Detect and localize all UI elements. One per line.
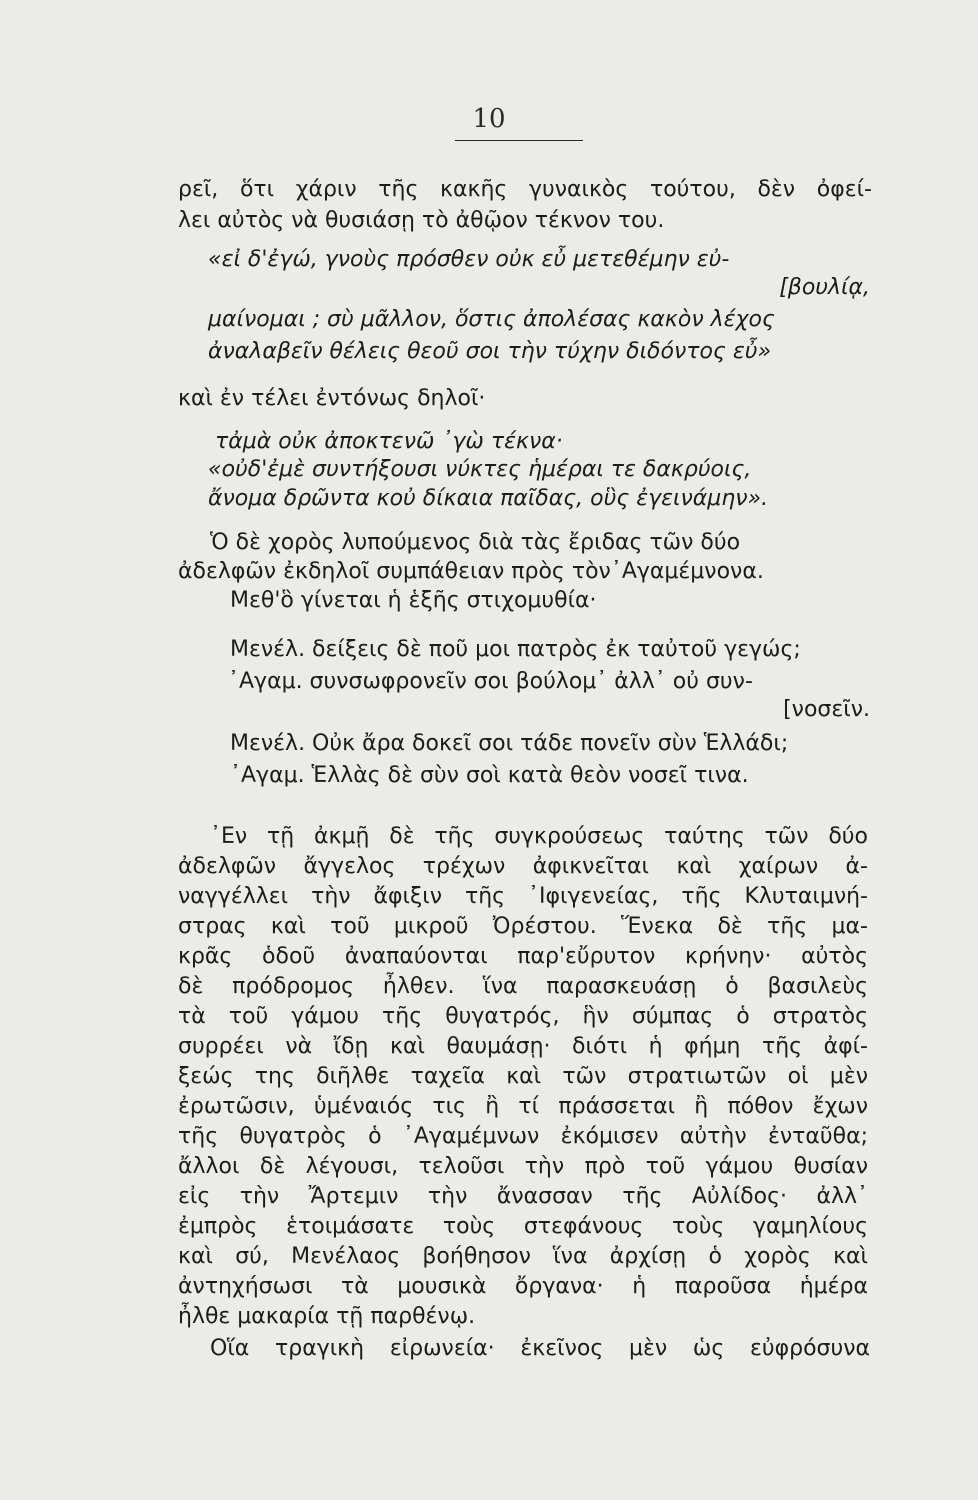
text-line: ρεῖ, ὅτι χάριν τῆς κακῆς γυναικὸς τούτου, δὲν ὀφεί- [178,177,872,202]
page-number: 10 [472,104,506,134]
text-line: συρρέει νὰ ἴδῃ καὶ θαυμάσῃ· διότι ἡ φήμη τῆς ἀφί- [178,1034,868,1059]
text-line: ναγγέλλει τὴν ἄφιξιν τῆς ᾽Ιφιγενείας, τῆς Κλυταιμνή- [178,884,868,909]
text-line: ἐρωτῶσιν, ὑμέναιός τις ἢ τί πράσσεται ἢ πόθον ἔχων [178,1094,868,1119]
text-line: ἄλλοι δὲ λέγουσι, τελοῦσι τὴν πρὸ τοῦ γάμου θυσίαν [178,1154,868,1179]
text-line: δὲ πρόδρομος ἦλθεν. ἵνα παρασκευάσῃ ὁ βασιλεὺς [178,974,868,999]
verse-line: μαίνομαι ; σὺ μᾶλλον, ὅστις ἀπολέσας κακὸν λέχος [208,307,775,332]
text-line: ἀδελφῶν ἐκδηλοῖ συμπάθειαν πρὸς τὸν᾽Αγαμέμνονα. [178,559,764,584]
text-line: ἦλθε μακαρία τῇ παρθένῳ. [178,1304,476,1329]
text-line: εἰς τὴν Ἄρτεμιν τὴν ἄνασσαν τῆς Αὐλίδος· ἀλλ᾽ [178,1184,868,1209]
verse-line: τἀμὰ οὐκ ἀποκτενῶ ᾽γὼ τέκνα· [215,429,563,454]
text-line: ἀδελφῶν ἄγγελος τρέχων ἀφικνεῖται καὶ χαίρων ἀ- [178,854,868,879]
text-line: στρας καὶ τοῦ μικροῦ Ὀρέστου. Ἕνεκα δὲ τῆς μα- [178,914,868,939]
dialogue-line: ᾽Αγαμ. Ἑλλὰς δὲ σὺν σοὶ κατὰ θεὸν νοσεῖ τινα. [230,763,749,788]
text-line: καὶ σύ, Μενέλαος βοήθησον ἵνα ἀρχίσῃ ὁ χορὸς καὶ [178,1244,868,1269]
verse-line: ἄνομα δρῶντα κοὐ δίκαια παῖδας, οὓς ἐγεινάμην». [208,486,769,511]
verse-turnover: [βουλίᾳ, [779,275,870,300]
text-line: Οἵα τραγικὴ εἰρωνεία· ἐκεῖνος μὲν ὡς εὐφρόσυνα [210,1336,870,1361]
dialogue-line: Μενέλ. δείξεις δὲ ποῦ μοι πατρὸς ἐκ ταὐτοῦ γεγώς; [230,637,801,662]
text-line: λει αὐτὸς νὰ θυσιάσῃ τὸ ἀθῷον τέκνον του. [178,208,665,233]
dialogue-line: Μενέλ. Οὐκ ἄρα δοκεῖ σοι τάδε πονεῖν σὺν Ἑλλάδι; [230,731,789,756]
verse-line: «οὐδ'ἐμὲ συντήξουσι νύκτες ἡμέραι τε δακρύοις, [208,457,752,482]
text-line: καὶ ἐν τέλει ἐντόνως δηλοῖ· [178,386,486,411]
dialogue-turnover: [νοσεῖν. [783,697,870,722]
text-line: ᾽Εν τῇ ἀκμῇ δὲ τῆς συγκρούσεως ταύτης τῶν δύο [210,824,868,849]
text-line: τῆς θυγατρὸς ὁ ᾽Αγαμέμνων ἐκόμισεν αὐτὴν ἐνταῦθα; [178,1124,868,1149]
page-number-rule [455,140,583,141]
verse-line: ἀναλαβεῖν θέλεις θεοῦ σοι τὴν τύχην διδόντος εὖ» [208,339,772,364]
verse-line: «εἰ δ'ἐγώ, γνοὺς πρόσθεν οὐκ εὖ μετεθέμην εὐ- [208,247,730,272]
text-line: ξεώς της διῆλθε ταχεῖα καὶ τῶν στρατιωτῶν οἱ μὲν [178,1064,868,1089]
text-line: Μεθ'ὃ γίνεται ἡ ἑξῆς στιχομυθία· [230,588,597,613]
text-line: κρᾶς ὁδοῦ ἀναπαύονται παρ'εὔρυτον κρήνην· αὐτὸς [178,944,868,969]
text-line: ἀντηχήσωσι τὰ μουσικὰ ὄργανα· ἡ παροῦσα ἡμέρα [178,1274,868,1299]
text-line: τὰ τοῦ γάμου τῆς θυγατρός, ἣν σύμπας ὁ στρατὸς [178,1004,868,1029]
text-line: ἐμπρὸς ἑτοιμάσατε τοὺς στεφάνους τοὺς γαμηλίους [178,1214,868,1239]
dialogue-line: ᾽Αγαμ. συνσωφρονεῖν σοι βούλομ᾽ ἀλλ᾽ οὐ συν- [228,669,753,694]
text-line: Ὁ δὲ χορὸς λυπούμενος διὰ τὰς ἔριδας τῶν δύο [210,530,741,555]
